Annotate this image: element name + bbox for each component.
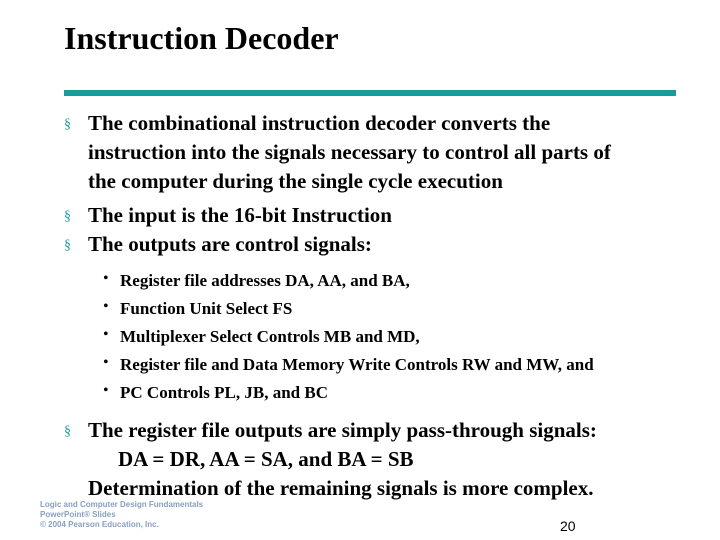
sub-bullet-4: Register file and Data Memory Write Controls RW and MW, and xyxy=(120,355,594,374)
bullet-4-line-2: DA = DR, AA = SA, and BA = SB xyxy=(118,447,414,471)
square-bullet-icon: § xyxy=(64,238,71,253)
dot-bullet-icon: • xyxy=(103,326,109,343)
bullet-2-line-1: The input is the 16-bit Instruction xyxy=(88,203,392,227)
bullet-4-line-3: Determination of the remaining signals is more complex. xyxy=(88,476,594,500)
footer-line-1: Logic and Computer Design Fundamentals xyxy=(40,500,204,509)
sub-bullet-3: Multiplexer Select Controls MB and MD, xyxy=(120,327,420,346)
square-bullet-icon: § xyxy=(64,424,71,439)
dot-bullet-icon: • xyxy=(103,354,109,371)
title-divider xyxy=(64,90,676,96)
square-bullet-icon: § xyxy=(64,209,71,224)
bullet-1-line-1: The combinational instruction decoder converts the xyxy=(88,111,551,135)
sub-bullet-2: Function Unit Select FS xyxy=(120,299,293,318)
dot-bullet-icon: • xyxy=(103,382,109,399)
square-bullet-icon: § xyxy=(64,117,71,132)
sub-bullet-5: PC Controls PL, JB, and BC xyxy=(120,383,328,402)
slide-title: Instruction Decoder xyxy=(64,20,339,56)
bullet-1-line-2: instruction into the signals necessary to control all parts of xyxy=(88,140,611,164)
footer-line-2: PowerPoint® Slides xyxy=(40,510,116,519)
bullet-3-line-1: The outputs are control signals: xyxy=(88,232,372,256)
publisher-logo xyxy=(40,500,203,530)
bullet-4-line-1: The register file outputs are simply pass-through signals: xyxy=(88,418,597,442)
sub-bullet-1: Register file addresses DA, AA, and BA, xyxy=(120,271,410,290)
dot-bullet-icon: • xyxy=(103,298,109,315)
footer-line-3: © 2004 Pearson Education, Inc. xyxy=(40,520,159,529)
bullet-1-line-3: the computer during the single cycle execution xyxy=(88,169,503,193)
dot-bullet-icon: • xyxy=(103,270,109,287)
page-number: 20 xyxy=(560,518,576,534)
